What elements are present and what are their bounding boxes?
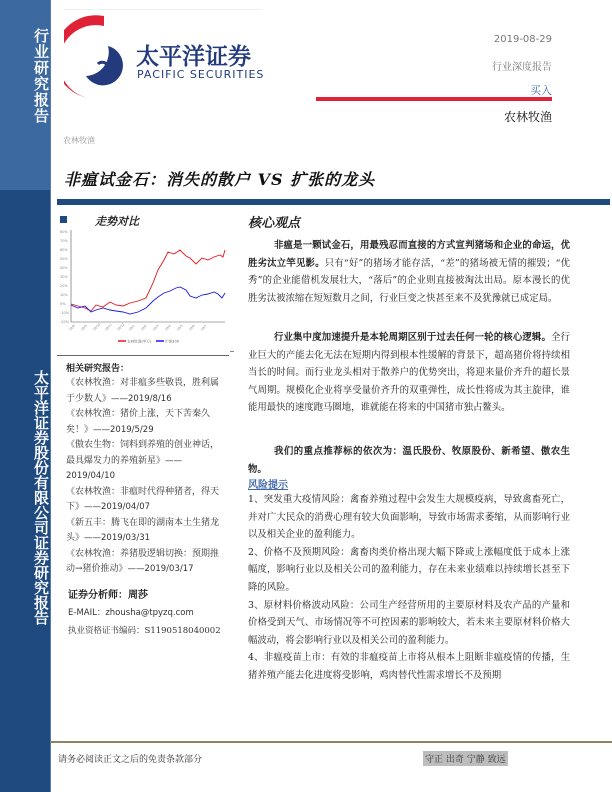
risk-heading[interactable]: 风险提示: [248, 480, 288, 491]
risk-item: 4、非瘟疫苗上市：有效的非瘟疫苗上市将从根本上阻断非瘟疫情的传播，生猪养殖产能去化进度将受影响，鸡肉替代性需求增长不及预期: [248, 652, 570, 681]
sidebar: [0, 0, 50, 792]
footer-motto: 守正 出奇 宁静 致远: [423, 751, 508, 766]
core-view-heading: 核心观点: [248, 216, 301, 231]
core-paragraph-2-text: 全行业巨大的产能去化无法在短期内得到根本性缓解的背景下，超高猪价将持续相当长的时间。而行业龙头相对于散养户的优势突出，将迎来量价齐升的超长景气周期。规模化企业将享受量价齐升的双重弹性，成长性将成为其主旋律，谁能用最快的速度跑马圈地，谁就能在将来的中国猪市独占鳌头。: [248, 332, 570, 414]
svg-text:19/5: 19/5: [175, 323, 184, 332]
related-report-item[interactable]: [66, 485, 226, 516]
title-divider: [57, 199, 610, 205]
core-paragraph-2-lead: 行业集中度加速提升是本轮周期区别于过去任何一轮的核心逻辑。: [274, 332, 552, 343]
page-title: 非瘟试金石：消失的散户 VS 扩张的龙头: [64, 170, 376, 189]
logo-mark-icon: [64, 12, 134, 102]
breadcrumb: 农林牧渔: [63, 136, 95, 145]
svg-text:18/8: 18/8: [67, 323, 76, 332]
section-bullet-icon: [60, 216, 67, 223]
related-reports-heading: 相关研究报告：: [66, 364, 130, 374]
logo-text-cn: 太平洋证券: [136, 44, 251, 70]
industry-label: 农林牧渔: [503, 110, 552, 124]
trend-chart: [58, 228, 228, 348]
related-report-title: 《农林牧渔：猪价上涨，天下苦秦久矣！》: [66, 409, 211, 435]
svg-text:10%: 10%: [60, 293, 68, 297]
related-report-date: ——2019/5/29: [93, 424, 154, 435]
svg-text:18/10: 18/10: [91, 322, 102, 332]
analyst-email[interactable]: E-MAIL：zhousha@tpyzq.com: [68, 608, 194, 618]
related-report-date: ——2019/03/17: [127, 564, 194, 574]
related-reports-list: [66, 376, 226, 578]
report-type: 行业深度报告: [492, 62, 552, 73]
analyst-name: 证券分析师：周莎: [68, 590, 148, 601]
report-date: 2019-08-29: [493, 34, 552, 45]
svg-text:19/1: 19/1: [127, 323, 136, 332]
svg-text:18/11: 18/11: [103, 322, 114, 332]
chart-divider: [57, 355, 229, 356]
footer-disclaimer: 请务必阅读正文之后的免责条款部分: [58, 755, 203, 765]
related-report-date: ——2019/03/31: [84, 533, 151, 543]
trend-chart-svg: [58, 228, 228, 348]
legend-series-1: 农林牧渔(申万): [127, 339, 152, 344]
svg-text:-20%: -20%: [60, 320, 70, 324]
core-paragraph-1: [248, 237, 570, 307]
svg-text:19/2: 19/2: [139, 323, 148, 332]
footer-divider: [50, 741, 612, 743]
logo-text-en: PACIFIC SECURITIES: [137, 68, 265, 81]
core-paragraph-2: [248, 329, 570, 417]
svg-text:30%: 30%: [60, 275, 68, 279]
related-report-title: 《农林牧渔：非瘟时代得种猪者，得天下》: [66, 486, 220, 512]
svg-text:19/6: 19/6: [187, 323, 196, 332]
related-report-item[interactable]: [66, 516, 226, 547]
svg-text:18/12: 18/12: [115, 322, 126, 332]
analyst-certificate: 执业资格证书编码：S1190518040002: [68, 626, 221, 636]
sidebar-report-category: 行业研究报告: [32, 28, 50, 124]
related-report-item[interactable]: [66, 376, 226, 407]
svg-text:0%: 0%: [60, 302, 66, 306]
related-report-title: 《农林牧渔：对非瘟多些敬畏，胜利属于少数人》: [66, 378, 220, 404]
svg-text:-10%: -10%: [60, 311, 70, 315]
svg-text:60%: 60%: [60, 248, 68, 252]
related-report-title: 《新五丰：腾飞在即的湖南本土生猪龙头》: [66, 517, 220, 543]
risk-item: 3、原材料价格波动风险：公司生产经营所用的主要原材料及农产品的产量和价格受到天气、市场情况等不可控因素的影响较大，若未来主要原材料价格大幅波动，将会影响行业以及相关公司的盈利能力。: [248, 599, 570, 646]
svg-text:19/7: 19/7: [199, 323, 208, 332]
related-report-title: 《傲农生物：饲料到养殖的创业神话，最具爆发力的养殖新星》: [66, 440, 220, 466]
risk-item: 2、价格不及预期风险：禽畜肉类价格出现大幅下降或上涨幅度低于成本上涨幅度，影响行业以及相关公司的盈利能力，存在未来业绩难以持续增长甚至下降的风险。: [248, 546, 570, 593]
related-report-title: 《农林牧渔：养猪股逻辑切换：预期推动→猪价推动》: [66, 548, 220, 574]
svg-text:19/4: 19/4: [163, 323, 172, 332]
svg-text:20%: 20%: [60, 284, 68, 288]
svg-text:18/9: 18/9: [79, 323, 88, 332]
related-report-item[interactable]: [66, 438, 226, 485]
rating-badge: 买入: [530, 84, 552, 97]
related-report-date: ——2019/04/10: [66, 455, 183, 481]
related-report-item[interactable]: [66, 407, 226, 438]
risk-item: 1、突发重大疫情风险：禽畜养殖过程中会发生大规模疫病，导致禽畜死亡，并对广大民众的消费心理有较大负面影响，导致市场需求萎缩，从而影响行业以及相关企业的盈利能力。: [248, 494, 570, 541]
related-report-date: ——2019/04/07: [84, 502, 151, 512]
top-rule: [64, 9, 262, 10]
svg-text:50%: 50%: [60, 257, 68, 261]
svg-text:70%: 70%: [60, 239, 68, 243]
svg-text:19/3: 19/3: [151, 323, 160, 332]
header-accent-bar: [316, 97, 552, 101]
risk-list: [248, 491, 570, 685]
margin-mark: [230, 351, 234, 352]
sidebar-edge: [50, 0, 51, 792]
legend-series-2: 沪深300: [165, 339, 180, 344]
svg-text:80%: 80%: [60, 230, 68, 234]
sidebar-company-label: 太平洋证券股份有限公司证券研究报告: [32, 370, 50, 625]
core-paragraph-1-lead: 非瘟是一颗试金石，用最残忍而直接的方式宣判猪场和企业的命运，优胜劣汰立竿见影。: [248, 240, 570, 269]
recommended-stocks: 我们的重点推荐标的依次为：温氏股份、牧原股份、新希望、傲农生物。: [248, 446, 570, 475]
related-report-date: ——2019/8/16: [111, 393, 172, 404]
chart-title: 走势对比: [95, 215, 139, 228]
svg-text:40%: 40%: [60, 266, 68, 270]
core-paragraph-1-text: 只有“好”的猪场才能存活，“差”的猪场被无情的摧毁；“优秀”的企业能借机发展壮大，“落后”的企业则直接被淘汰出局。原本漫长的优胜劣汰被浓缩在短短数月之间，行业巨变之快甚至来不及犹豫就已成定局。: [248, 257, 570, 304]
related-report-item[interactable]: [66, 547, 226, 578]
